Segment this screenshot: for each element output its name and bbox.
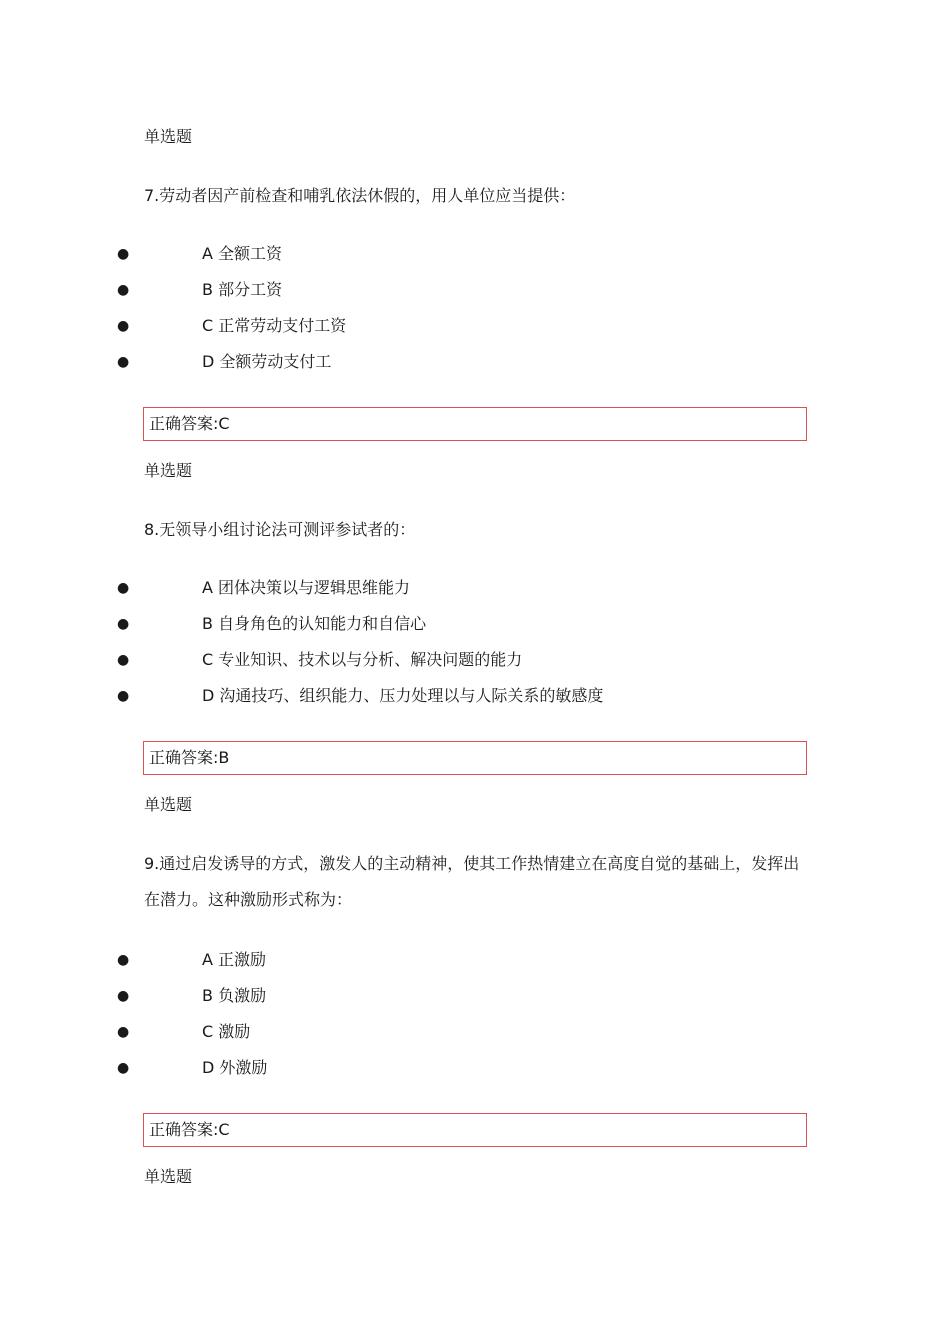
option-text: C 正常劳动支付工资	[202, 316, 347, 335]
bullet-icon: ●	[117, 580, 130, 596]
question-type-label: 单选题	[144, 461, 193, 480]
bullet-icon: ●	[117, 246, 130, 262]
option-item	[0, 308, 950, 344]
bullet-icon: ●	[117, 354, 130, 370]
option-text: C 激励	[202, 1022, 251, 1041]
option-item	[0, 236, 950, 272]
correct-answer-box: 正确答案:C	[143, 407, 807, 441]
option-text: B 自身角色的认知能力和自信心	[202, 614, 427, 633]
option-text: A 团体决策以与逻辑思维能力	[202, 578, 411, 597]
bullet-icon: ●	[117, 282, 130, 298]
option-text: C 专业知识、技术以与分析、解决问题的能力	[202, 650, 523, 669]
option-text: D 沟通技巧、组织能力、压力处理以与人际关系的敏感度	[202, 686, 604, 705]
bullet-icon: ●	[117, 988, 130, 1004]
option-text: B 部分工资	[202, 280, 283, 299]
option-item	[0, 942, 950, 978]
option-item	[0, 570, 950, 606]
option-item	[0, 1014, 950, 1050]
question-type-label: 单选题	[144, 795, 193, 814]
question-type-label: 单选题	[144, 1167, 193, 1186]
correct-answer-box: 正确答案:B	[143, 741, 807, 775]
question-text: 9.通过启发诱导的方式，激发人的主动精神，使其工作热情建立在高度自觉的基础上，发挥出在潜力。这种激励形式称为：	[144, 854, 800, 909]
bullet-icon: ●	[117, 688, 130, 704]
option-item	[0, 606, 950, 642]
bullet-icon: ●	[117, 1024, 130, 1040]
question-text: 8.无领导小组讨论法可测评参试者的：	[144, 520, 416, 539]
option-text: B 负激励	[202, 986, 267, 1005]
option-item	[0, 678, 950, 714]
option-text: A 全额工资	[202, 244, 283, 263]
option-list	[0, 942, 950, 1086]
option-item	[0, 978, 950, 1014]
option-text: D 外激励	[202, 1058, 268, 1077]
option-item	[0, 272, 950, 308]
option-text: D 全额劳动支付工	[202, 352, 332, 371]
option-list	[0, 236, 950, 380]
bullet-icon: ●	[117, 616, 130, 632]
option-text: A 正激励	[202, 950, 267, 969]
option-item	[0, 1050, 950, 1086]
question-text: 7.劳动者因产前检查和哺乳依法休假的，用人单位应当提供：	[144, 186, 576, 205]
bullet-icon: ●	[117, 952, 130, 968]
option-item	[0, 642, 950, 678]
option-list	[0, 570, 950, 714]
bullet-icon: ●	[117, 652, 130, 668]
question-type-label: 单选题	[144, 127, 193, 146]
bullet-icon: ●	[117, 318, 130, 334]
bullet-icon: ●	[117, 1060, 130, 1076]
correct-answer-box: 正确答案:C	[143, 1113, 807, 1147]
option-item	[0, 344, 950, 380]
